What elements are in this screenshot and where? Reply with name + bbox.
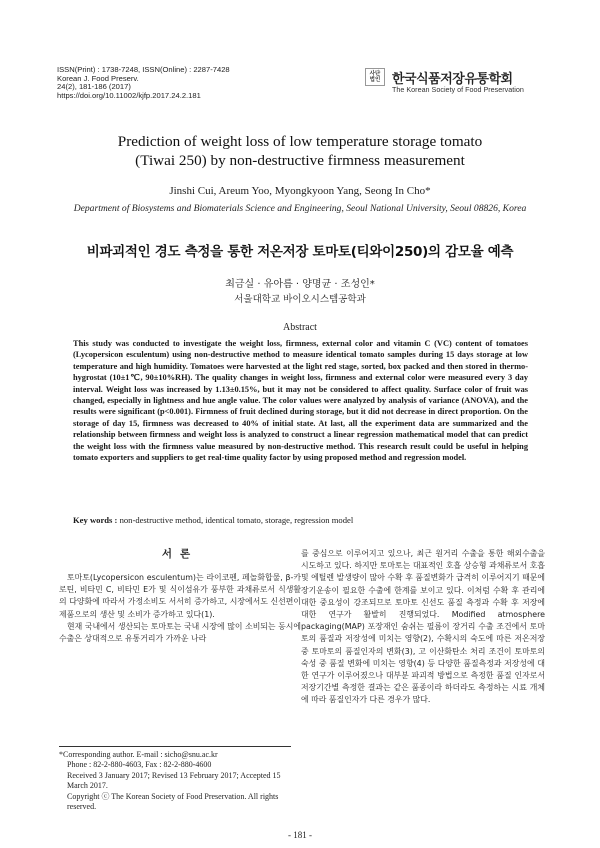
journal-name: Korean J. Food Preserv. [57, 73, 139, 83]
body-paragraph: 를 중심으로 이루어지고 있으나, 최근 원거리 수출을 통한 해외수출을 시도하고 있다. 하지만 토마토는 대표적인 호흡 상승형 과채류로서 호흡 및 에틸렌 발생량이 많아 수확 후 품질변화가 급격히 이루어지기 때문에 장기운송이 필요한 수출에 한계를 보이고 있다. 이처럼 수확 후 관리에 대한 중요성이 강조되므로 토마토 신선도 품질 측정과 수확 후 저장에 대한 연구가 활발히 진행되었다. Modified atmosphere packaging(MAP) 포장재인 숨쉬는 필름이 장거리 수출 조건에서 토마토의 품질과 저장성에 미치는 영향(2), 수확시의 숙도에 따른 저온저장 중 토마토의 품질인자의 변화(3), 고 이산화탄소 처리 조건이 토마토의 숙성 중 품질 변화에 미치는 영향(4) 등 다양한 품질측정과 저장성에 대한 연구가 이루어졌으나 대부분 파괴적 방법으로 측정한 품질 인자로서 저장기간별 측정한 결과는 같은 품종이라 하더라도 측정하는 시료 개체에 따라 품질인자가 다른 경우가 많다. [301, 549, 545, 705]
affiliation-ko: 서울대학교 바이오시스템공학과 [234, 294, 366, 305]
society-name-ko: 한국식품저장유통학회 [392, 72, 513, 87]
section-heading-introduction: 서론 [161, 548, 199, 560]
keywords-label: Key words : [73, 515, 118, 525]
keywords [73, 515, 528, 525]
abstract-heading: Abstract [283, 322, 317, 333]
society-header [365, 68, 555, 96]
society-logo-text: 사단 법인 [369, 71, 381, 83]
abstract-text: This study was conducted to investigate the weight loss, firmness, external color and vitamin C (VC) content of tomatoes (Lycopersicon esculentum) using non-destructive method to measure identical tomato samples during 15 days storage at low temperature and high humidity. Tomatoes were harvested at the light red stage, sorted, box packed and then stored in thermo-hygrostat (10±1℃, 90±10%RH). The quality changes in weight loss, firmness and external color were measured every 3 day interval. Weight loss was increased by 1.13±0.15%, but it may not be considered to affect quality. Surface color of fruit was changed, especially in lightness and hue angle value. The color values were analyzed by analysis of variance (ANOVA), and the results were significant (p<0.001). Firmness of fruit declined during storage, but it did not decrease in direct proportion. On the storage of day 15, firmness was decreased to 40% of initial state. At last, all the experiment data are summarized and the relationship between firmness and weight loss is analyzed to construct a linear regression mathematical model that can predict the weight loss with the firmness value measured by non-destructive method. This research result could be useful in helping tomato exporters and suppliers to get real-time quality factor by using proposed method and regression model. [73, 339, 528, 463]
body-column-left [59, 548, 301, 645]
footnotes [59, 750, 291, 812]
authors-ko: 최금실 · 유아름 · 양명균 · 조성인* [225, 279, 375, 290]
keywords-text: non-destructive method, identical tomato, storage, regression model [119, 515, 354, 525]
authors-en: Jinshi Cui, Areum Yoo, Myongkyoon Yang, Seong In Cho* [169, 185, 431, 197]
paper-title-en-line1: Prediction of weight loss of low temperature storage tomato [117, 133, 483, 150]
paper-title-en [40, 132, 560, 170]
footnote-copyright: Copyright ⓒ The Korean Society of Food Preservation. All rights reserved. [67, 791, 279, 812]
society-logo-icon [365, 68, 389, 86]
journal-meta [57, 66, 357, 100]
footnote-divider [59, 746, 291, 747]
body-paragraph: 토마토(Lycopersicon esculentum)는 라이코펜, 페놀화합물, β-카로틴, 비타민 C, 비타민 E가 및 식이섬유가 풍부한 과채류로서 식생활의 다양화에 따라서 가정소비도 서서히 증가하고, 시장에서도 신선편이 제품으로의 생산 및 소비가 증가하고 있다(1). [59, 573, 301, 619]
paper-title-ko: 비파괴적인 경도 측정을 통한 저온저장 토마토(티와이250)의 감모율 예측 [86, 244, 514, 260]
affiliation-en: Department of Biosystems and Biomaterials Science and Engineering, Seoul National University, Seoul 08826, Korea [73, 203, 527, 214]
society-name-en: The Korean Society of Food Preservation [392, 85, 524, 94]
footnote-phone: Phone : 82-2-880-4603, Fax : 82-2-880-4600 [67, 760, 212, 770]
body-paragraph: 현재 국내에서 생산되는 토마토는 국내 시장에 많이 소비되는 동시에 수출은 상대적으로 유통거리가 가까운 나라 [59, 621, 301, 644]
body-column-right [301, 548, 545, 707]
footnote-corresponding: *Corresponding author. E-mail : sicho@snu.ac.kr [59, 750, 218, 759]
paper-title-en-line2: (Tiwai 250) by non-destructive firmness measurement [135, 152, 465, 169]
issn-line: ISSN(Print) : 1738-7248, ISSN(Online) : 2287-7428 [57, 65, 230, 74]
footnote-received: Received 3 January 2017; Revised 13 February 2017; Accepted 15 March 2017. [67, 770, 281, 791]
volume-pages: 24(2), 181-186 (2017) [57, 82, 131, 92]
doi-link[interactable]: https://doi.org/10.11002/kjfp.2017.24.2.181 [57, 90, 201, 100]
page-number: - 181 - [288, 830, 312, 840]
